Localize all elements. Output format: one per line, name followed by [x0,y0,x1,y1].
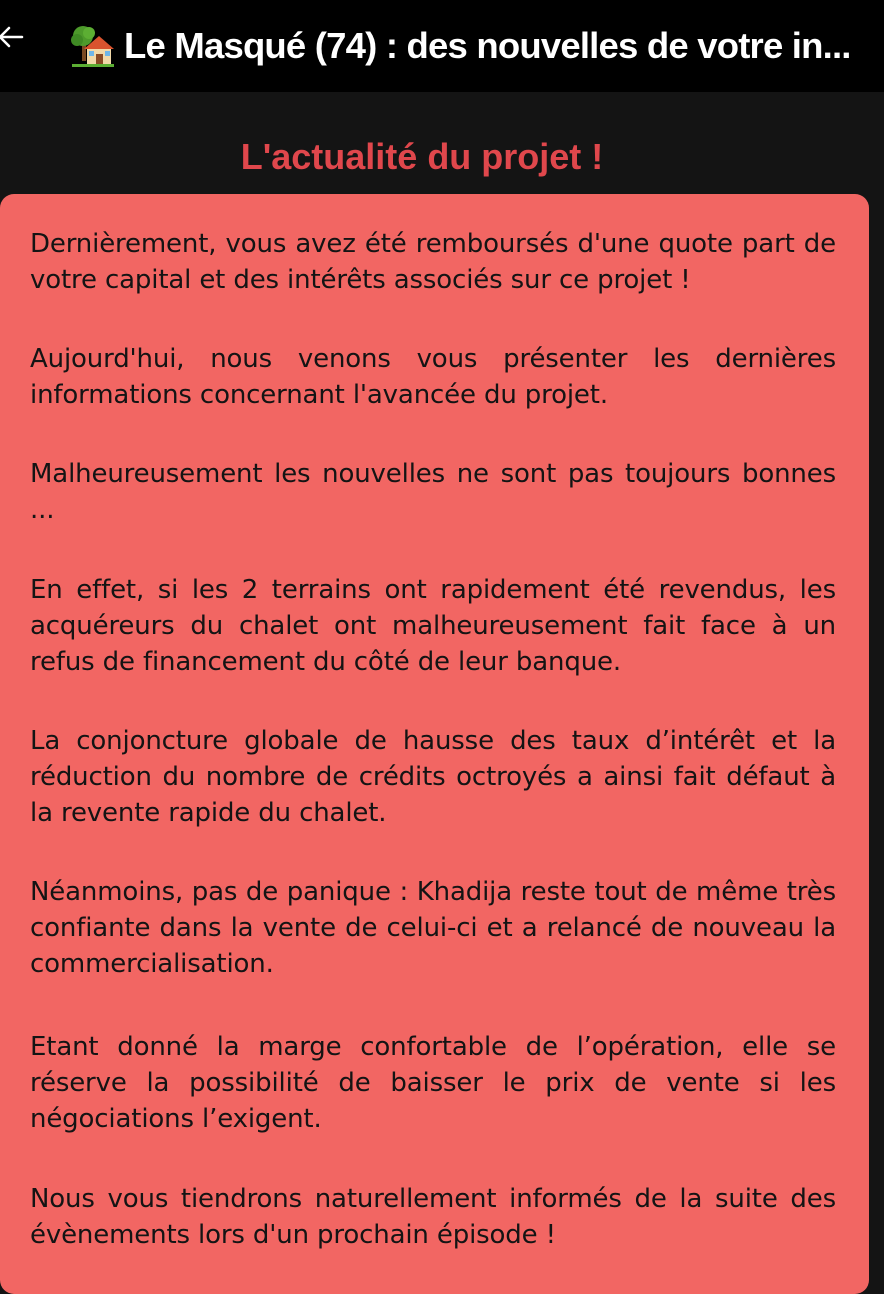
paragraph: Etant donné la marge confortable de l’opération, elle se réserve la possibilité de baisser le prix de vente si les négociations l’exigent. [30,1032,836,1134]
back-arrow-icon [0,22,26,52]
paragraph: La conjoncture globale de hausse des taux d’intérêt et la réduction du nombre de crédits octroyés a ainsi fait défaut à la revente rapide du chalet. [30,726,836,828]
section-title: L'actualité du projet ! [240,136,604,177]
paragraph: Dernièrement, vous avez été remboursés d'une quote part de votre capital et des intérêts associés sur ce projet ! [30,229,836,295]
paragraph: Malheureusement les nouvelles ne sont pas toujours bonnes ... [30,459,836,525]
back-button[interactable] [0,22,26,52]
paragraph: Aujourd'hui, nous venons vous présenter les dernières informations concernant l'avancée du projet. [30,344,836,410]
house-with-garden-icon [70,25,116,67]
paragraph: Néanmoins, pas de panique : Khadija reste tout de même très confiante dans la vente de celui-ci et a relancé de nouveau la commercialisation. [30,877,836,979]
paragraph: En effet, si les 2 terrains ont rapidement été revendus, les acquéreurs du chalet ont malheureusement fait face à un refus de financement du côté de leur banque. [30,575,836,677]
email-header [0,0,884,92]
paragraph: Nous vous tiendrons naturellement informés de la suite des évènements lors d'un prochain épisode ! [30,1184,836,1250]
email-subject-title: Le Masqué (74) : des nouvelles de votre in... [124,25,851,66]
